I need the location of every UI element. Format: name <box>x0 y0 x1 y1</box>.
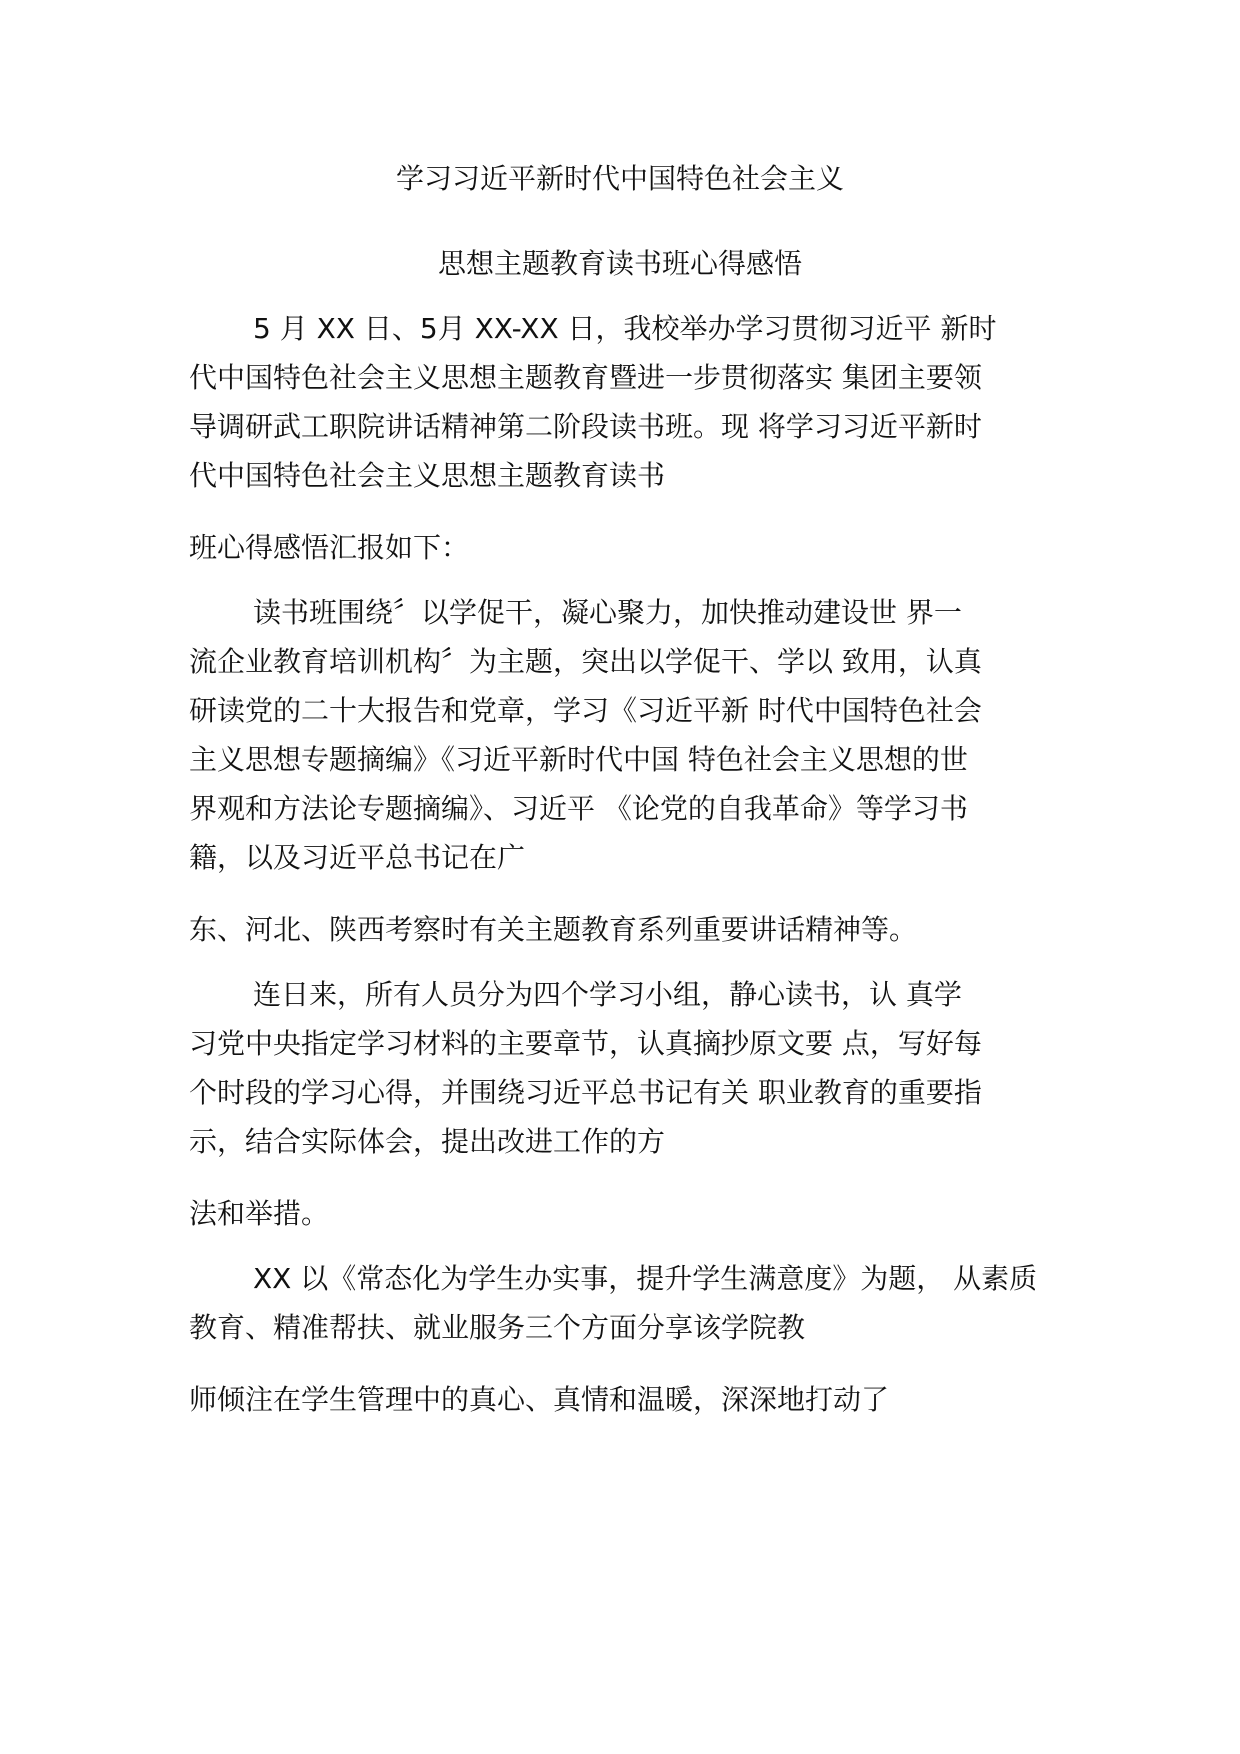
document-title-line-1: 学习习近平新时代中国特色社会主义 <box>395 162 844 195</box>
paragraph-7-line-2: 教育、精准帮扶、就业服务三个方面分享该学院教 <box>189 1311 806 1344</box>
paragraph-3-line-2: 流企业教育培训机构〞为主题，突出以学促干、学以 致用，认真 <box>189 645 982 678</box>
paragraph-1-line-1: 5 月 XX 日、5月 XX-XX 日，我校举办学习贯彻习近平 新时 <box>253 312 997 345</box>
paragraph-5-line-1: 连日来，所有人员分为四个学习小组，静心读书，认 真学 <box>253 978 962 1011</box>
paragraph-1-line-3: 导调研武工职院讲话精神第二阶段读书班。现 将学习习近平新时 <box>189 410 982 443</box>
paragraph-3-line-6: 籍，以及习近平总书记在广 <box>189 841 526 874</box>
paragraph-1-line-4: 代中国特色社会主义思想主题教育读书 <box>189 459 666 492</box>
paragraph-3-line-4: 主义思想专题摘编》《习近平新时代中国 特色社会主义思想的世 <box>189 743 968 776</box>
paragraph-6-line-1: 法和举措。 <box>189 1197 330 1230</box>
document-title-line-2: 思想主题教育读书班心得感悟 <box>437 247 802 280</box>
paragraph-3-line-1: 读书班围绕〞以学促干，凝心聚力，加快推动建设世 界一 <box>253 596 962 629</box>
paragraph-3-line-5: 界观和方法论专题摘编》、习近平 《论党的自我革命》等学习书 <box>189 792 968 825</box>
paragraph-5-line-4: 示，结合实际体会，提出改进工作的方 <box>189 1125 666 1158</box>
paragraph-7-line-1: XX 以《常态化为学生办实事，提升学生满意度》为题， 从素质 <box>253 1262 1038 1295</box>
paragraph-2-line-1: 班心得感悟汇报如下： <box>189 531 470 564</box>
paragraph-5-line-3: 个时段的学习心得，并围绕习近平总书记有关 职业教育的重要指 <box>189 1076 982 1109</box>
paragraph-5-line-2: 习党中央指定学习材料的主要章节，认真摘抄原文要 点，写好每 <box>189 1027 982 1060</box>
paragraph-4-line-1: 东、河北、陕西考察时有关主题教育系列重要讲话精神等。 <box>189 913 918 946</box>
paragraph-3-line-3: 研读党的二十大报告和党章，学习《习近平新 时代中国特色社会 <box>189 694 982 727</box>
paragraph-8-line-1: 师倾注在学生管理中的真心、真情和温暖，深深地打动了 <box>189 1383 890 1416</box>
paragraph-1-line-2: 代中国特色社会主义思想主题教育暨进一步贯彻落实 集团主要领 <box>189 361 982 394</box>
